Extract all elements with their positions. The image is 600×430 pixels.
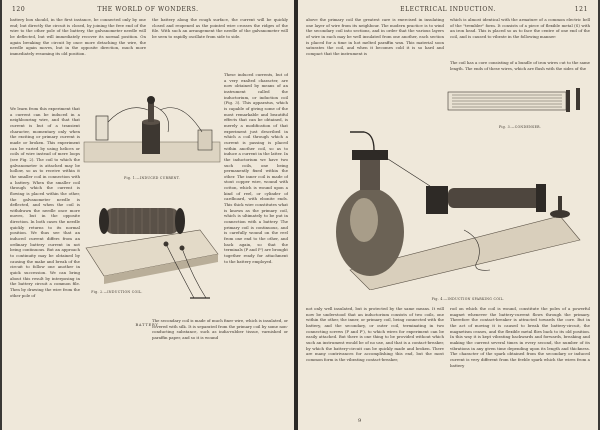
fig4-caption: Fig. 4.—INDUCTION SPARKING COIL. [431,297,505,301]
left-running-header [10,6,286,15]
right-page [298,0,598,430]
right-running-head: ELECTRICAL INDUCTION. [400,6,496,13]
figure-induction-coil [82,186,222,316]
left-col1-bottom-text [10,318,146,426]
figure-induced-current [82,92,222,172]
left-col2-mid-text: These induced currents, but of a very exalted character, are now obtained by means of an instrument called the inductorium, or induction coil (Fig. 3). This apparatus, which is capable of giving some of the most remarkable and beautiful effects that can be obtained, is merely a modification of that experiment just described in which a coil through which a current is passing is placed within another coil, so as to induce a current in the latter. In the inductorium we have two such coils, one being permanently fixed within the other. The inner coil is made of stout copper wire, wound with cotton, which is wound upon a kind of reel, or cylinder of cardboard, with ebonite ends. This thick wire constitutes what is known as the primary coil, which is ultimately to be put in connection with a battery. The primary coil is continuous, and is carefully wound on the reel from one end to the other, and back again, so that the terminals (P and P') are brought together ready for attachment to the battery employed. [224,72,288,264]
right-running-header [306,6,590,15]
fig2-caption: Fig. 2.—INDUCTION COIL. [91,290,143,294]
fig3-caption: Fig. 3.—CONDENSER. [498,125,542,129]
page-signature-mark: 9 [358,418,362,424]
left-col2-bottom-text: The secondary coil is made of much finer wire, which is insulated, or covered with silk. It is separated from the primary coil by some non-conducting substance, such as india-rubber tissue, varnished or paraffin paper, and so it is wound [152,318,288,340]
left-running-head: THE WORLD OF WONDERS. [97,6,199,13]
right-bottom-col1-text: not only well insulated, but is protected by the same means. It will now be understood that an inductorium consists of two coils, one within the other, the inner, or primary coil, being connected with the battery, and the secondary, or outer coil, terminating in two connecting screws (P and P'), to which wires for experiment can be easily attached. But there is one thing to be provided without which such an instrument would be of no use, and that is a contact-breaker, by which the battery-circuit can be quickly made and broken. There are many contrivances for accomplishing this end, but the most common form is the vibrating contact-breaker, [306,306,444,362]
left-page-number: 120 [12,6,26,13]
left-col2-top-text: the battery along the rough surface, the current will be quickly closed and reopened as the pointed wire crosses the ridges of the file. With such an arrangement the needle of the galvanometer will be seen to rapidly oscillate from side to side. [152,17,288,39]
right-bottom-col2-text: rod on which the coil is wound, constitute the poles of a powerful magnet whenever the battery-current flows through the primary. Therefore the contact-breaker is attracted towards the core. But in the act of moving it is caused to break the battery-circuit, the magnetism ceases, and the flexible metal flies back to its old position. In this way it is kept vibrating backwards and forwards, breaking and making the current several times in every second, the number of its vibrations in any given time depending upon its length and thickness. The character of the spark obtained from the secondary or induced current is very different from the feeble spark which the wires from a battery [450,306,590,368]
left-page [2,0,294,430]
right-col2-mid-text: The coil has a core consisting of a bundle of iron wires cut to the same length. The ends of these wires, which are flush with the sides of the [450,60,590,71]
fig1-caption: Fig. 1.—INDUCED CURRENT. [123,176,181,180]
fig2-label-battery: BATTERY [135,323,159,327]
figure-sparking-coil [314,120,584,290]
right-col2-top-text: which is almost identical with the armature of a common electric bell of the "trembler" form. It consists of a piece of flexible metal (S) with an iron head. This is placed so as to face the centre of one end of the coil, and is caused to vibrate in the following manner: [450,17,590,39]
left-col1-top-text: battery box should, in the first instance, be connected only by one end; but directly the circuit is closed, by joining the free end of the wire to the other pole of the battery, the galvanometer needle will be deflected, but will immediately recover its normal position. On again breaking the circuit by once more detaching the wire, the needle again moves, but in the opposite direction, much more immediately resuming its old position. [10,17,146,56]
right-col1-top-text: above the primary coil the greatest care is exercised in insulating one layer of wire from its neighbour. The modern practice is to wind the secondary coil into sections, and in order that the various layers of wire in each may be well insulated from one another, each section is placed for a time in hot melted paraffin wax. This material soon saturates the coil, and when it becomes cold it is so hard and compact that the instrument is [306,17,444,56]
right-page-number: 121 [574,6,588,13]
left-col1-side-text: We learn from this experiment that a current can be induced in a neighbouring wire, and that that current is but of a transient character, momentary only when the exciting or primary current is made or broken. This experiment can be varied by using helices or coils of wire instead of mere loops (see Fig. 2). The coil to which the galvanometer is attached may be hollow, so as to receive within it the smaller coil in connection with a battery. When the smaller coil through which the current is flowing is placed within the other, the galvanometer needle is deflected, and when the coil is withdrawn the needle once more moves, but in the opposite direction. In both cases the needle quickly returns to its normal position. We thus see that an induced current differs from an ordinary battery current in not being continuous. But an approach to continuity may be obtained by causing the make and break of the circuit to follow one another in quick succession. We can bring about this result by interposing in the battery circuit a common file. Then by drawing the wire from the other pole of [10,106,80,298]
figure-condenser [438,86,588,122]
